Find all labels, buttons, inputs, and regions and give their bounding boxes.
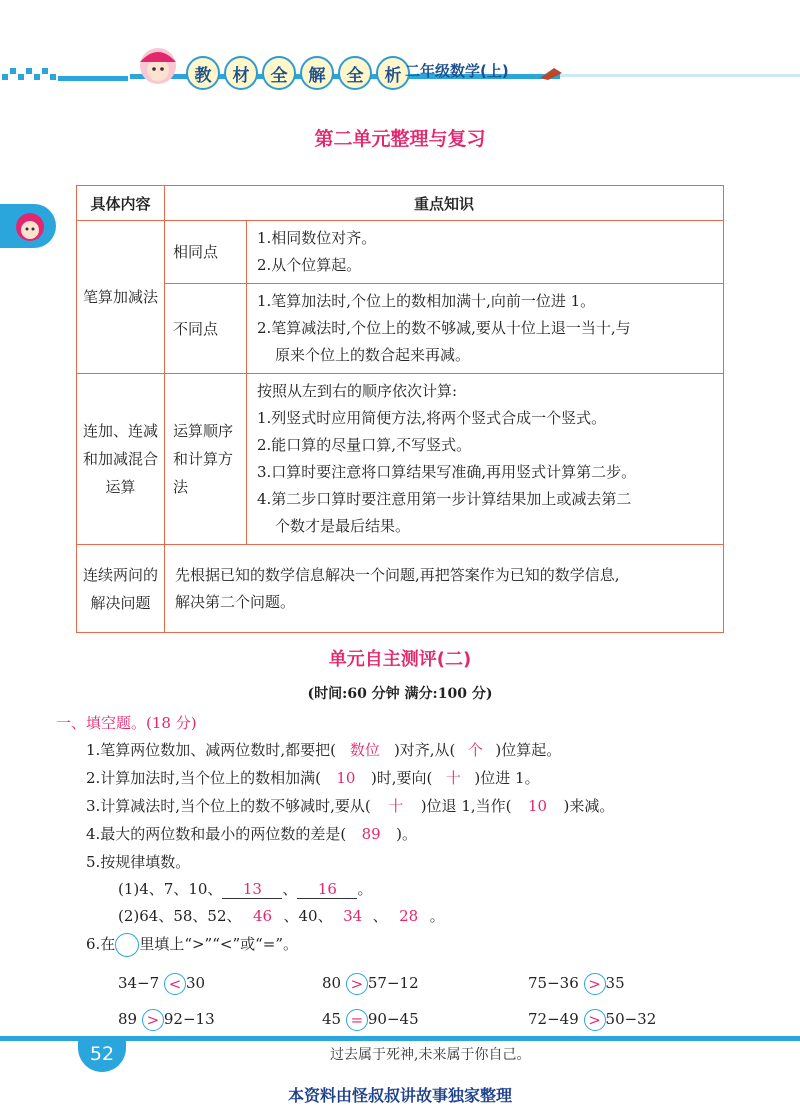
table-row — [77, 221, 724, 284]
answer: 十 — [388, 797, 404, 815]
series-char: 全 — [338, 56, 372, 90]
compare-item — [322, 1009, 419, 1031]
knowledge-cell — [247, 284, 724, 374]
knowledge-line: 个数才是最后结果。 — [275, 517, 411, 535]
table-row — [77, 374, 724, 545]
question-text: 。 — [357, 880, 373, 898]
answer: 28 — [399, 907, 419, 925]
expr-left: 45 — [322, 1010, 342, 1028]
series-char: 教 — [186, 56, 220, 90]
question-text: 3.计算减法时,当个位上的数不够减时,要从( — [86, 797, 371, 815]
answer: 十 — [445, 769, 461, 787]
expr-left: 34−7 — [118, 974, 160, 992]
series-char: 全 — [262, 56, 296, 90]
expr-right: 30 — [185, 974, 206, 992]
knowledge-line: 1.列竖式时应用简便方法,将两个竖式合成一个竖式。 — [257, 409, 607, 427]
question-text: (2)64、58、52、 — [118, 907, 242, 925]
question-text: 1.笔算两位数加、减两位数时,都要把( — [86, 741, 336, 759]
question-text: 4.最大的两位数和最小的两位数的差是( — [86, 825, 347, 843]
answer-circle: > — [584, 973, 606, 995]
topic-cell: 笔算加减法 — [77, 221, 165, 374]
question-4 — [86, 823, 417, 844]
expr-right: 57−12 — [367, 974, 419, 992]
expr-left: 75−36 — [528, 974, 579, 992]
question-text: )时,要向( — [370, 769, 433, 787]
mascot-face-icon — [10, 206, 50, 246]
question-text: 6.在 — [86, 935, 116, 953]
mascot-icon — [132, 40, 184, 92]
blank-circle-icon — [115, 933, 139, 957]
knowledge-cell — [247, 374, 724, 545]
review-title: 第二单元整理与复习 — [314, 128, 486, 150]
question-5-part-1: (1)4、7、10、 13 、 16 。 — [118, 880, 373, 898]
compare-item — [118, 973, 205, 995]
knowledge-line: 4.第二步口算时要注意用第一步计算结果加上或减去第二 — [257, 490, 632, 508]
series-char: 解 — [300, 56, 334, 90]
question-2 — [86, 767, 540, 788]
table-header-row — [77, 186, 724, 221]
knowledge-line: 2.从个位算起。 — [257, 256, 362, 274]
question-text: (1)4、7、10、 — [118, 880, 223, 898]
knowledge-line: 按照从左到右的顺序依次计算: — [257, 382, 458, 400]
question-5-part-2: (2)64、58、52、 46 、40、 34 、 28 。 — [118, 907, 445, 925]
answer: 16 — [297, 880, 357, 899]
question-text: )来减。 — [563, 797, 615, 815]
column-header: 具体内容 — [77, 186, 165, 221]
question-text: )。 — [396, 825, 418, 843]
answer: 数位 — [349, 741, 380, 759]
knowledge-line: 3.口算时要注意将口算结果写准确,再用竖式计算第二步。 — [257, 463, 637, 481]
subtopic-cell: 运算顺序和计算方法 — [165, 374, 247, 545]
section-heading: 一、填空题。(18 分) — [56, 714, 197, 732]
answer-circle: = — [346, 1009, 368, 1031]
series-char: 析 — [376, 56, 410, 90]
expr-right: 35 — [605, 974, 625, 992]
page-number: 52 — [78, 1036, 126, 1072]
expr-left: 80 — [322, 974, 342, 992]
knowledge-line: 1.相同数位对齐。 — [257, 229, 377, 247]
question-text: 。 — [429, 907, 445, 925]
knowledge-cell — [165, 545, 724, 633]
question-6 — [86, 933, 298, 957]
expr-right: 92−13 — [163, 1010, 215, 1028]
answer: 46 — [252, 907, 273, 925]
answer: 个 — [467, 741, 483, 759]
review-table — [76, 185, 724, 633]
expr-left: 72−49 — [528, 1010, 579, 1028]
subtopic-cell: 相同点 — [165, 221, 247, 284]
table-row — [77, 545, 724, 633]
compare-item — [528, 973, 625, 995]
question-1 — [86, 739, 561, 760]
expr-right: 50−32 — [605, 1010, 657, 1028]
column-header: 重点知识 — [165, 186, 724, 221]
table-row — [77, 284, 724, 374]
knowledge-line: 2.笔算减法时,个位上的数不够减,要从十位上退一当十,与 — [257, 319, 631, 337]
question-5: 5.按规律填数。 — [86, 853, 191, 871]
answer: 10 — [527, 797, 548, 815]
knowledge-line: 先根据已知的数学信息解决一个问题,再把答案作为已知的数学信息, — [175, 565, 620, 584]
test-title: 单元自主测评(二) — [328, 649, 472, 670]
watermark-text: 本资料由怪叔叔讲故事独家整理 — [287, 1086, 512, 1105]
side-tab — [0, 204, 56, 248]
pen-tip-icon — [540, 66, 562, 80]
compare-item — [118, 1009, 215, 1031]
question-text: )对齐,从( — [393, 741, 456, 759]
series-char: 材 — [224, 56, 258, 90]
subtopic-cell: 不同点 — [165, 284, 247, 374]
expr-left: 89 — [118, 1010, 138, 1028]
question-text: 2.计算加法时,当个位上的数相加满( — [86, 769, 321, 787]
knowledge-line: 原来个位上的数合起来再减。 — [275, 346, 471, 364]
expr-right: 90−45 — [367, 1010, 419, 1028]
answer-circle: < — [164, 973, 186, 995]
topic-cell: 连续两问的解决问题 — [77, 545, 165, 633]
knowledge-line: 解决第二个问题。 — [175, 592, 296, 611]
answer-circle: > — [346, 973, 368, 995]
question-text: )位退 1,当作( — [420, 797, 512, 815]
question-3 — [86, 795, 614, 816]
series-title — [186, 56, 410, 90]
topic-cell: 连加、连减和加减混合运算 — [77, 374, 165, 545]
compare-item — [322, 973, 419, 995]
answer: 10 — [336, 769, 356, 787]
knowledge-line: 1.笔算加法时,个位上的数相加满十,向前一位进 1。 — [257, 292, 596, 310]
header-pixel-pattern — [0, 64, 130, 86]
test-subtitle: (时间:60 分钟 满分:100 分) — [307, 686, 493, 702]
answer-circle: > — [584, 1009, 606, 1031]
grade-label: 二年级数学(上) — [405, 62, 509, 80]
question-text: )位进 1。 — [474, 769, 540, 787]
answer: 34 — [343, 907, 363, 925]
compare-item — [528, 1009, 656, 1031]
answer-circle: > — [142, 1009, 164, 1031]
question-text: 里填上“>”“<”或“=”。 — [139, 935, 299, 953]
knowledge-line: 2.能口算的尽量口算,不写竖式。 — [257, 436, 472, 454]
answer: 13 — [222, 880, 282, 899]
knowledge-cell — [247, 221, 724, 284]
question-text: )位算起。 — [495, 741, 562, 759]
question-text: 、40、 — [283, 907, 333, 925]
answer: 89 — [361, 825, 381, 843]
footer-motto: 过去属于死神,未来属于你自己。 — [330, 1047, 531, 1063]
